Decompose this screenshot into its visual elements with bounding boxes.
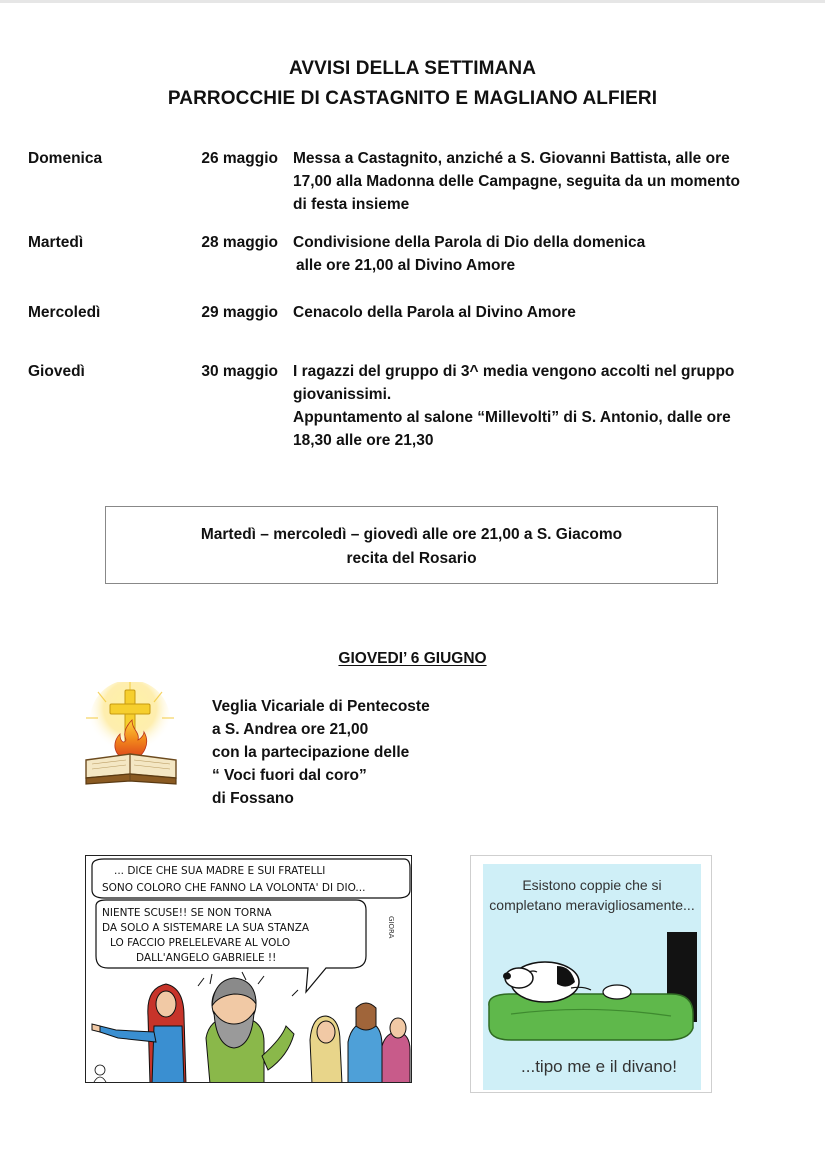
event-description-line: Condivisione della Parola di Dio della domenica bbox=[293, 234, 646, 251]
bearded-man-figure bbox=[206, 978, 294, 1083]
event-description-line: alle ore 21,00 al Divino Amore bbox=[296, 257, 516, 274]
event-description-line: Appuntamento al salone “Millevolti” di S. Antonio, dalle ore bbox=[293, 409, 731, 426]
comic-bubble1-line: SONO COLORO CHE FANNO LA VOLONTA' DI DIO... bbox=[102, 882, 366, 894]
comic-bubble2-line: DALL'ANGELO GABRIELE !! bbox=[136, 952, 277, 964]
vigil-line: con la partecipazione delle bbox=[212, 744, 410, 761]
disciples-figures bbox=[310, 1003, 410, 1083]
green-couch bbox=[489, 994, 693, 1040]
snoopy-couch-card bbox=[470, 855, 712, 1093]
page-subtitle: PARROCCHIE DI CASTAGNITO E MAGLIANO ALFIERI bbox=[167, 88, 658, 109]
event-description-line: 18,30 alle ore 21,30 bbox=[293, 432, 434, 449]
event-description-line: 17,00 alla Madonna delle Campagne, seguita da un momento bbox=[293, 173, 741, 190]
page-title: AVVISI DELLA SETTIMANA bbox=[288, 58, 537, 79]
rosary-notice-line: recita del Rosario bbox=[346, 550, 477, 567]
snoopy-caption-top: completano meravigliosamente... bbox=[489, 897, 695, 913]
event-day: Mercoledì bbox=[28, 304, 101, 321]
rosary-notice-line: Martedì – mercoledì – giovedì alle ore 21,00 a S. Giacomo bbox=[200, 526, 623, 543]
event-day: Martedì bbox=[28, 234, 84, 251]
event-description bbox=[293, 231, 803, 277]
event-description-line: Messa a Castagnito, anziché a S. Giovanni Battista, alle ore bbox=[293, 150, 730, 167]
vigil-description bbox=[212, 695, 430, 810]
vigil-line: di Fossano bbox=[212, 790, 294, 807]
event-day: Giovedì bbox=[28, 363, 85, 380]
comic-bubble2-line: NIENTE SCUSE!! SE NON TORNA bbox=[102, 907, 272, 919]
event-date: 30 maggio bbox=[201, 363, 278, 380]
religious-comic-strip bbox=[85, 855, 412, 1083]
bible-cross-flame-icon bbox=[78, 682, 186, 792]
vigil-line: a S. Andrea ore 21,00 bbox=[212, 721, 369, 738]
rosary-notice-box bbox=[105, 506, 718, 584]
event-description-line: giovanissimi. bbox=[293, 386, 392, 403]
comic-bubble2-line: LO FACCIO PRELELEVARE AL VOLO bbox=[110, 937, 291, 949]
snoopy-caption-bottom: ...tipo me e il divano! bbox=[521, 1057, 677, 1076]
woman-figure bbox=[92, 984, 186, 1083]
event-description-line: I ragazzi del gruppo di 3^ media vengono accolti nel gruppo bbox=[293, 363, 735, 380]
event-description-line: di festa insieme bbox=[293, 196, 410, 213]
top-border bbox=[0, 0, 825, 3]
snoopy-caption-top: Esistono coppie che si bbox=[522, 877, 662, 893]
event-description bbox=[293, 360, 803, 452]
event-date: 28 maggio bbox=[201, 234, 278, 251]
event-date: 29 maggio bbox=[201, 304, 278, 321]
comic-bubble2-line: DA SOLO A SISTEMARE LA SUA STANZA bbox=[102, 922, 310, 934]
comic-signature: GIORA bbox=[387, 916, 395, 939]
event-date: 26 maggio bbox=[201, 150, 278, 167]
vigil-line: Veglia Vicariale di Pentecoste bbox=[212, 698, 430, 715]
comic-bubble1-line: ... DICE CHE SUA MADRE E SUI FRATELLI bbox=[114, 865, 326, 877]
special-event-heading bbox=[0, 650, 825, 668]
event-description bbox=[293, 301, 803, 324]
vigil-line: “ Voci fuori dal coro” bbox=[212, 767, 367, 784]
comic-corner-sketch bbox=[94, 1065, 106, 1082]
event-day: Domenica bbox=[28, 150, 103, 167]
event-description-line: Cenacolo della Parola al Divino Amore bbox=[293, 304, 576, 321]
event-description bbox=[293, 147, 803, 216]
special-event-heading-text: GIOVEDI’ 6 GIUGNO bbox=[338, 650, 487, 667]
